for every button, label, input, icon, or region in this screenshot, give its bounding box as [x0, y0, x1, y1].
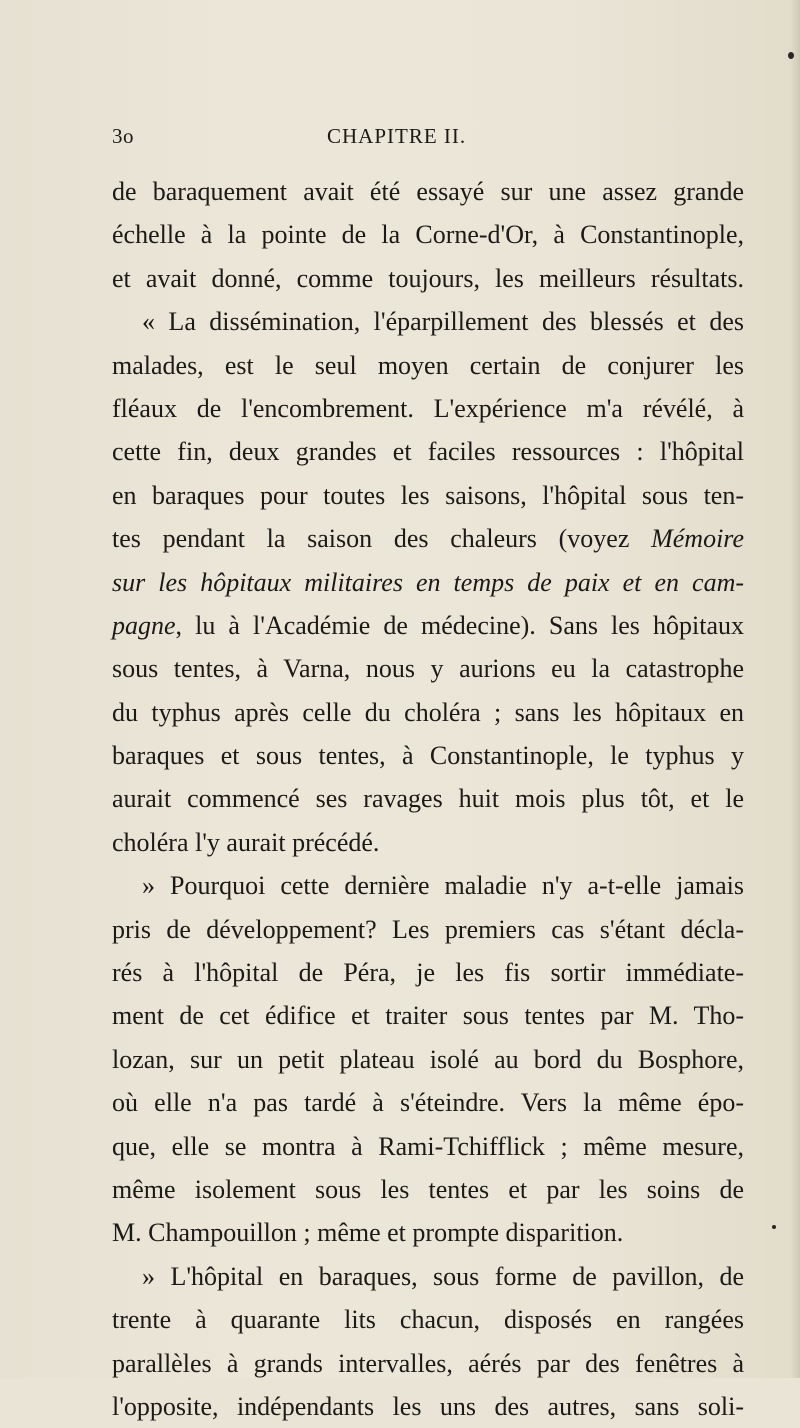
page-edge-shadow [790, 0, 800, 1378]
text-line-3: et avait donné, comme toujours, les meilleurs résultats. [112, 263, 744, 293]
text-line-17: » Pourquoi cette dernière maladie n'y a-t-elle jamais [142, 871, 744, 901]
text-line-27: trente à quarante lits chacun, disposés en rangées [112, 1305, 744, 1335]
body-text [112, 170, 744, 1428]
text-line-5: malades, est le seul moyen certain de conjurer les [112, 350, 744, 380]
text-line-12: sous tentes, à Varna, nous y aurions eu la catastrophe [112, 654, 744, 684]
text-line-15: aurait commencé ses ravages huit mois plus tôt, et le [112, 784, 744, 814]
text-line-24: même isolement sous les tentes et par les soins de [112, 1174, 744, 1204]
text-line-21: lozan, sur un petit plateau isolé au bord du Bosphore, [112, 1044, 744, 1074]
text-line-28: parallèles à grands intervalles, aérés par des fenêtres à [112, 1348, 744, 1378]
text-line-23: que, elle se montra à Rami-Tchifflick ; même mesure, [112, 1131, 744, 1161]
page-number: 3o [112, 124, 134, 148]
text-line-29: l'opposite, indépendants les uns des autres, sans soli- [112, 1391, 744, 1421]
ink-spot [788, 52, 794, 59]
text-line-10 [112, 561, 744, 604]
text-line-6: fléaux de l'encombrement. L'expérience m'a révélé, à [112, 393, 744, 423]
text-line-25: M. Champouillon ; même et prompte disparition. [112, 1218, 624, 1248]
text-line-11-roman: , lu à l'Académie de médecine). Sans les hôpitaux [175, 610, 744, 640]
text-line-10-italic: sur les hôpitaux militaires en temps de paix et en cam- [112, 567, 744, 597]
text-line-7: cette fin, deux grandes et faciles ressources : l'hôpital [112, 437, 744, 467]
text-line-2: échelle à la pointe de la Corne-d'Or, à Constantinople, [112, 220, 744, 250]
text-line-9-roman: tes pendant la saison des chaleurs (voyez [112, 524, 652, 554]
text-line-9 [112, 517, 744, 560]
text-line-26: » L'hôpital en baraques, sous forme de pavillon, de [142, 1261, 744, 1291]
ink-speck [772, 1225, 776, 1229]
page-header [112, 124, 732, 154]
text-line-8: en baraques pour toutes les saisons, l'hôpital sous ten- [112, 480, 744, 510]
text-line-4: « La dissémination, l'éparpillement des blessés et des [142, 307, 744, 337]
text-line-11-italic: pagne [112, 610, 176, 640]
text-line-9-italic: Mémoire [651, 524, 744, 554]
text-line-20: ment de cet édifice et traiter sous tentes par M. Tho- [112, 1001, 744, 1031]
text-line-13: du typhus après celle du choléra ; sans les hôpitaux en [112, 697, 744, 727]
text-line-22: où elle n'a pas tardé à s'éteindre. Vers la même épo- [112, 1088, 744, 1118]
text-line-11 [112, 604, 744, 647]
text-line-16: choléra l'y aurait précédé. [112, 827, 380, 857]
text-line-18: pris de développement? Les premiers cas s'étant décla- [112, 914, 744, 944]
text-line-14: baraques et sous tentes, à Constantinople, le typhus y [112, 741, 744, 771]
text-line-1: de baraquement avait été essayé sur une assez grande [112, 177, 744, 206]
text-line-19: rés à l'hôpital de Péra, je les fis sortir immédiate- [112, 958, 744, 988]
running-title: CHAPITRE II. [327, 124, 467, 148]
